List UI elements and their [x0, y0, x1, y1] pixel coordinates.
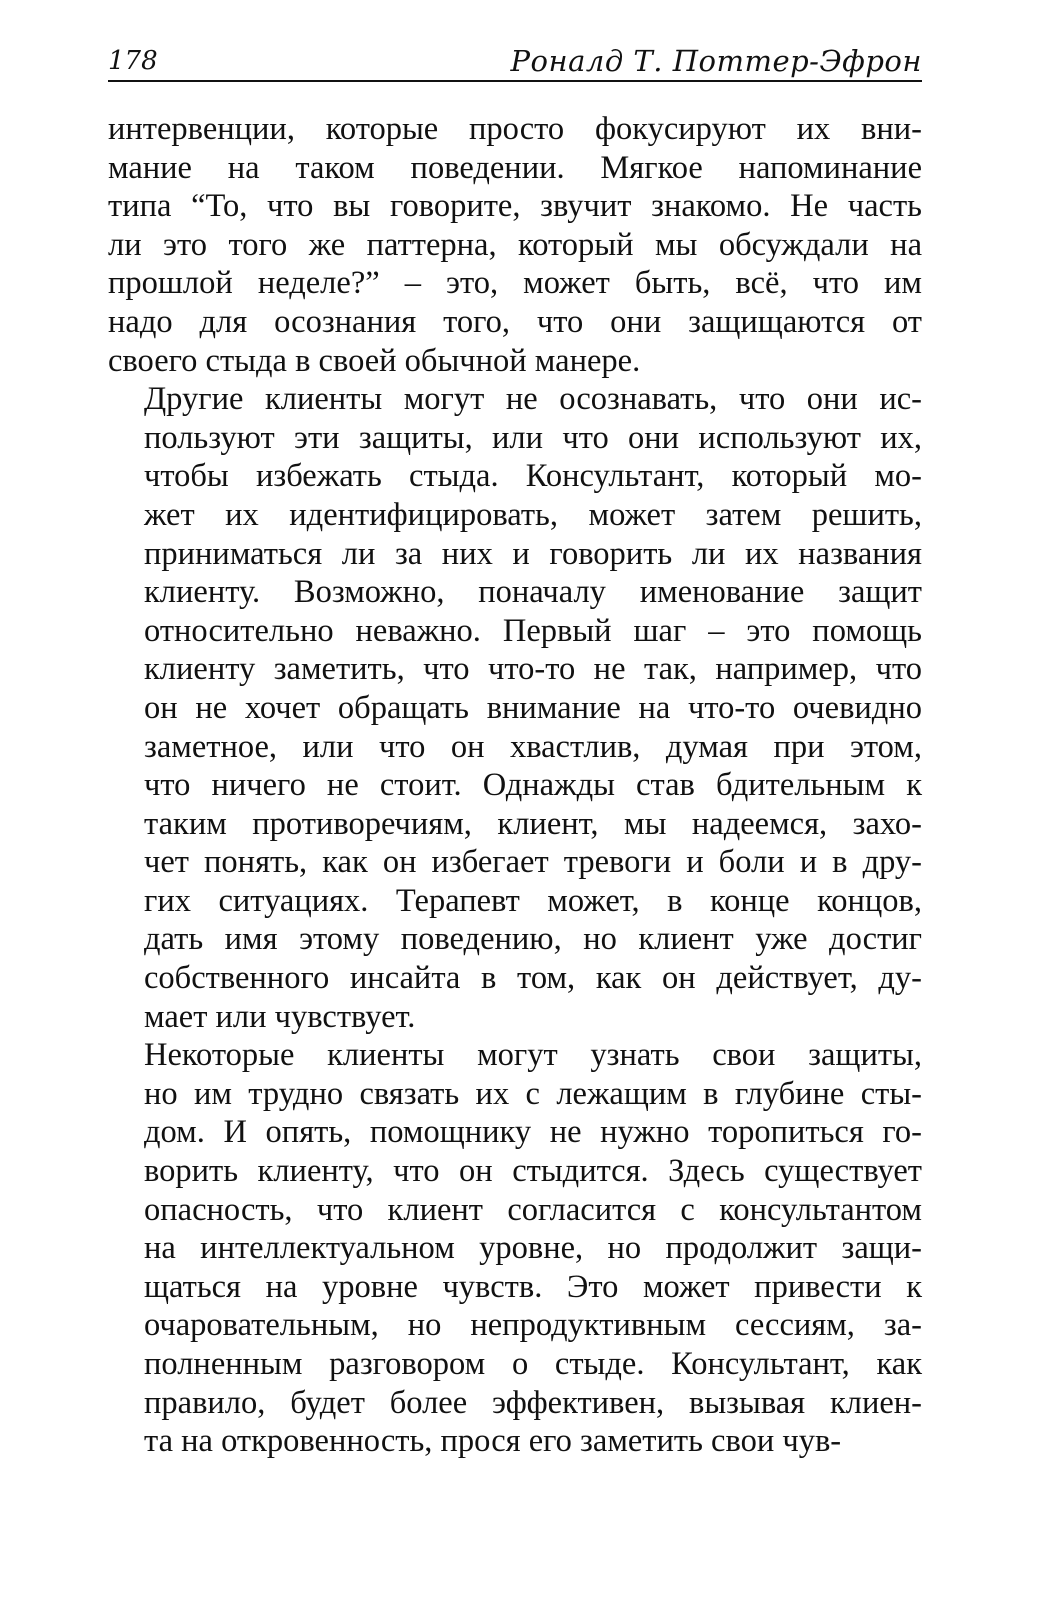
text-line: очаровательным, но непродуктивным сессиям, за-	[144, 1307, 922, 1344]
text-line: чет понять, как он избегает тревоги и боли и в дру-	[144, 844, 922, 881]
text-line: жет их идентифицировать, может затем решить,	[144, 496, 922, 533]
text-line: дом. И опять, помощнику не нужно торопиться го-	[144, 1114, 922, 1151]
text-line: мает или чувствует.	[144, 998, 416, 1035]
text-line: полненным разговором о стыде. Консультант, как	[144, 1346, 922, 1382]
text-line: ворить клиенту, что он стыдится. Здесь существует	[144, 1153, 922, 1190]
text-line: та на откровенность, прося его заметить свои чув-	[144, 1423, 842, 1460]
text-line: клиенту. Возможно, поначалу именование защит	[144, 574, 922, 611]
paragraph	[108, 380, 922, 1036]
text-line: чтобы избежать стыда. Консультант, который мо-	[144, 458, 922, 495]
text-line: щаться на уровне чувств. Это может привести к	[144, 1268, 922, 1305]
text-line: своего стыда в своей обычной манере.	[108, 342, 641, 379]
text-line: мание на таком поведении. Мягкое напоминание	[108, 149, 922, 186]
text-line: заметное, или что он хвастлив, думая при этом,	[144, 728, 922, 765]
text-line: типа “То, что вы говорите, звучит знакомо. Не часть	[108, 188, 922, 225]
book-page	[108, 40, 922, 1461]
text-line: относительно неважно. Первый шаг – это помощь	[144, 612, 922, 649]
running-head	[108, 40, 922, 82]
body-text	[108, 110, 922, 1461]
text-line: интервенции, которые просто фокусируют их вни-	[108, 111, 922, 147]
text-line: Другие клиенты могут не осознавать, что они ис-	[144, 381, 922, 418]
page-number: 178	[108, 46, 158, 76]
text-line: Некоторые клиенты могут узнать свои защиты,	[144, 1037, 922, 1074]
text-line: собственного инсайта в том, как он действует, ду-	[144, 960, 922, 997]
text-line: но им трудно связать их с лежащим в глубине сты-	[144, 1075, 922, 1112]
text-line: опасность, что клиент согласится с консультантом	[144, 1191, 922, 1228]
paragraph	[108, 110, 922, 380]
text-line: прошлой неделе?” – это, может быть, всё, что им	[108, 265, 922, 302]
text-line: таким противоречиям, клиент, мы надеемся, захо-	[144, 805, 922, 842]
text-line: приниматься ли за них и говорить ли их названия	[144, 535, 922, 572]
text-line: гих ситуациях. Терапевт может, в конце концов,	[144, 882, 922, 919]
running-head-author: Роналд Т. Поттер-Эфрон	[510, 44, 922, 78]
text-line: ли это того же паттерна, который мы обсуждали на	[108, 226, 922, 263]
text-line: дать имя этому поведению, но клиент уже достиг	[144, 921, 922, 958]
text-line: правило, будет более эффективен, вызывая клиен-	[144, 1384, 922, 1421]
text-line: на интеллектуальном уровне, но продолжит защи-	[144, 1230, 922, 1267]
paragraph	[108, 1036, 922, 1461]
text-line: он не хочет обращать внимание на что-то очевидно	[144, 689, 922, 726]
text-line: клиенту заметить, что что-то не так, например, что	[144, 651, 922, 688]
text-line: надо для осознания того, что они защищаются от	[108, 303, 922, 340]
text-line: пользуют эти защиты, или что они используют их,	[144, 419, 922, 456]
text-line: что ничего не стоит. Однажды став бдительным к	[144, 767, 922, 804]
